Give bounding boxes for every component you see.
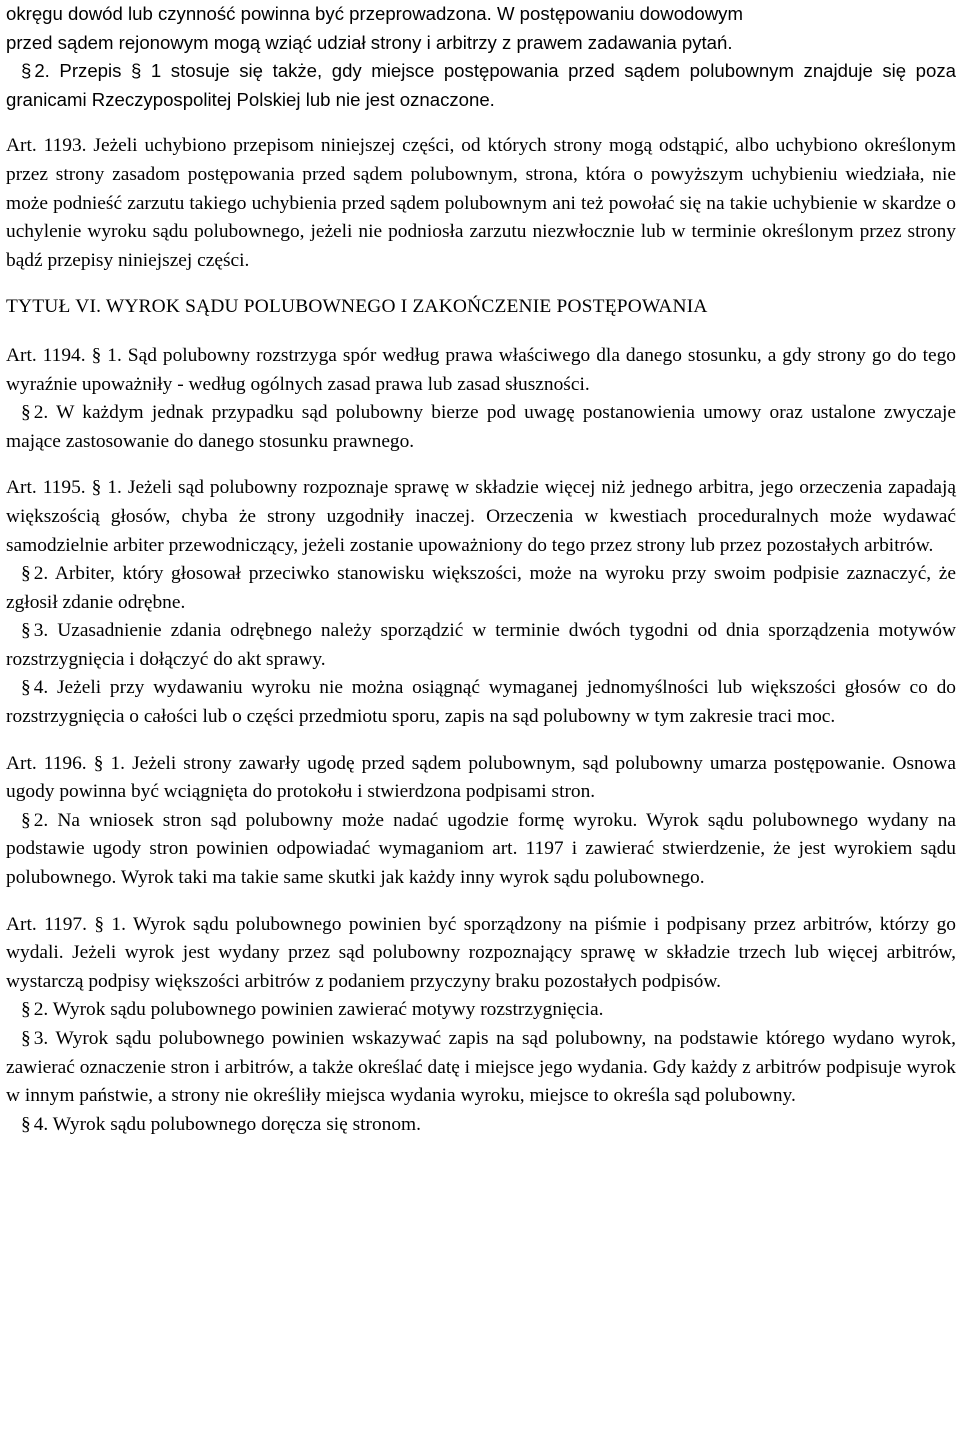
article-1194-paragraph-1: Art. 1194. § 1. Sąd polubowny rozstrzyga spór według prawa właściwego dla danego stosunku, a gdy strony go do tego wyraźnie upoważniły - według ogólnych zasad prawa lub zasad słuszności. [6,344,956,395]
intro-section [6,0,956,114]
paragraph-text: Arbiter, który głosował przeciwko stanowisku większości, może na wyroku przy swoim podpisie zaznaczyć, że zgłosił zdanie odrębne. [6,563,956,613]
article-1193 [6,132,956,275]
article-1195-paragraph-4 [6,674,956,731]
paragraph-number: 2. [34,60,50,82]
section-sign-icon: § [21,999,31,1021]
article-1197-paragraph-3 [6,1025,956,1111]
paragraph-number: 4. [33,677,49,699]
article-1194-paragraph-2 [6,399,956,456]
article-1195-paragraph-2 [6,560,956,617]
intro-line-1: okręgu dowód lub czynność powinna być przeprowadzona. W postępowaniu dowodowym [6,3,743,24]
article-1195-paragraph-3 [6,617,956,674]
document-page [6,0,956,1157]
paragraph-text: W każdym jednak przypadku sąd polubowny bierze pod uwagę postanowienia umowy oraz ustalone zwyczaje mające zastosowanie do danego stosunku prawnego. [6,402,957,452]
article-1197-paragraph-4 [6,1111,956,1140]
paragraph-number: 2. [33,999,49,1021]
article-1197-paragraph-2 [6,996,956,1025]
paragraph-number: 2. [33,809,49,831]
section-sign-icon: § [21,809,31,831]
article-1194 [6,342,956,456]
article-1197-paragraph-1: Art. 1197. § 1. Wyrok sądu polubownego powinien być sporządzony na piśmie i podpisany przez arbitrów, którzy go wydali. Jeżeli wyrok jest wydany przez sąd polubowny rozpoznający sprawę w składzie trzech lub więcej arbitrów, wystarczą podpisy większości arbitrów z podaniem przyczyny braku pozostałych podpisów. [6,913,956,992]
paragraph-number: 3. [33,620,49,642]
paragraph-number: 2. [33,402,49,424]
section-title: TYTUŁ VI. WYROK SĄDU POLUBOWNEGO I ZAKOŃCZENIE POSTĘPOWANIA [6,296,708,318]
article-1196-paragraph-1: Art. 1196. § 1. Jeżeli strony zawarły ugodę przed sądem polubownym, sąd polubowny umarza postępowanie. Osnowa ugody powinna być wciągnięta do protokołu i stwierdzona podpisami stron. [6,752,956,803]
paragraph-number: 4. [33,1113,49,1135]
section-sign-icon: § [21,1113,31,1135]
article-1196-paragraph-2 [6,807,956,893]
article-1195-paragraph-1: Art. 1195. § 1. Jeżeli sąd polubowny rozpoznaje sprawę w składzie więcej niż jednego arbitra, jego orzeczenia zapadają większością głosów, chyba że strony uzgodniły inaczej. Orzeczenia w kwestiach proceduralnych może wydawać samodzielnie arbiter przewodniczący, jeżeli zostanie upoważniony do tego przez strony lub przez pozostałych arbitrów. [6,477,956,556]
article-1193-text: Art. 1193. Jeżeli uchybiono przepisom niniejszej części, od których strony mogą odstąpić, albo uchybiono określonym przez strony zasadom postępowania przed sądem polubownym, strona, która o powyższym uchybieniu wiedziała, nie może podnieść zarzutu takiego uchybienia przed sądem polubownym ani też powołać się na takie uchybienie w skardze o uchylenie wyroku sądu polubownego, jeżeli nie podniosła zarzutu niezwłocznie lub w terminie określonym przez strony bądź przepisy niniejszej części. [6,135,956,271]
paragraph-text: Przepis § 1 stosuje się także, gdy miejsce postępowania przed sądem polubownym znajduje się poza granicami Rzeczypospolitej Polskiej lub nie jest oznaczone. [6,60,956,110]
article-1197 [6,911,956,1140]
paragraph-number: 3. [33,1028,49,1049]
article-1196 [6,750,956,893]
section-sign-icon: § [21,60,32,82]
paragraph-text: Wyrok sądu polubownego powinien wskazywać zapis na sąd polubowny, na podstawie którego wydano wyrok, zawierać oznaczenie stron i arbitrów, a także określać datę i miejsce jego wydania. Gdy każdy z arbitrów podpisuje wyrok w innym państwie, a strony nie określiły miejsca wydania wyroku, miejsce to określa sąd polubowny. [6,1028,957,1107]
intro-paragraph-2 [6,57,956,114]
section-sign-icon: § [21,620,31,642]
intro-line-2: przed sądem rejonowym mogą wziąć udział strony i arbitrzy z prawem zadawania pytań. [6,31,733,53]
section-sign-icon: § [21,1028,31,1049]
article-1195 [6,474,956,731]
paragraph-text: Uzasadnienie zdania odrębnego należy sporządzić w terminie dwóch tygodni od dnia sporządzenia motywów rozstrzygnięcia i dołączyć do akt sprawy. [6,620,956,670]
section-sign-icon: § [21,677,31,699]
section-sign-icon: § [21,402,31,424]
paragraph-number: 2. [33,563,49,585]
paragraph-text: Wyrok sądu polubownego powinien zawierać motywy rozstrzygnięcia. [52,999,604,1021]
paragraph-text: Na wniosek stron sąd polubowny może nadać ugodzie formę wyroku. Wyrok sądu polubownego wydany na podstawie ugody stron powinien odpowiadać wymaganiom art. 1197 i zawierać stwierdzenie, że jest wyrokiem sądu polubownego. Wyrok taki ma takie same skutki jak każdy inny wyrok sądu polubownego. [6,809,956,889]
section-sign-icon: § [21,563,31,585]
paragraph-text: Jeżeli przy wydawaniu wyroku nie można osiągnąć wymaganej jednomyślności lub większości głosów co do rozstrzygnięcia o całości lub o części przedmiotu sporu, zapis na sąd polubowny w tym zakresie traci moc. [6,677,956,728]
paragraph-text: Wyrok sądu polubownego doręcza się stronom. [52,1113,421,1135]
